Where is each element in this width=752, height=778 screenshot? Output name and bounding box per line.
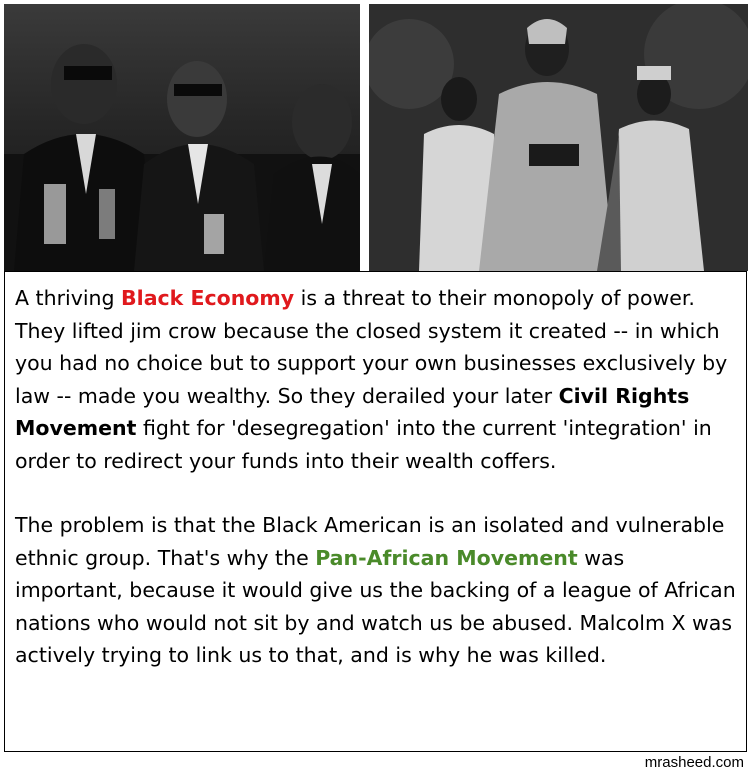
site-credit: mrasheed.com [644,754,744,771]
paragraph-1-text-a: A thriving [15,286,122,310]
photo-left-figures [4,4,360,271]
paragraph-1 [15,282,736,477]
paragraph-2-text-b: was important, because it would give us the backing of a league of African nations who would not sit by and watch us be abused. Malcolm X was actively trying to link us to that, and is why he was killed. [15,545,736,667]
paragraph-1-text-c: fight for 'desegregation' into the current 'integration' in order to redirect your funds into their wealth coffers. [15,416,712,473]
paragraph-2-text-a: The problem is that the Black American is an isolated and vulnerable ethnic group. That's why the [15,513,725,570]
photo-right-figures [369,4,748,271]
paragraph-2 [15,509,736,672]
black-economy-highlight: Black Economy [121,286,295,310]
text-box [4,271,747,752]
civil-rights-highlight: Civil Rights Movement [15,383,690,440]
paragraph-1-text-b: is a threat to their monopoly of power. They lifted jim crow because the closed system it created -- in which you had no choice but to support your own businesses exclusively by law -- made you wealthy. So they derailed your later [15,286,728,408]
pan-african-highlight: Pan-African Movement [315,545,578,570]
photo-left [4,4,360,271]
photo-right [369,4,748,271]
